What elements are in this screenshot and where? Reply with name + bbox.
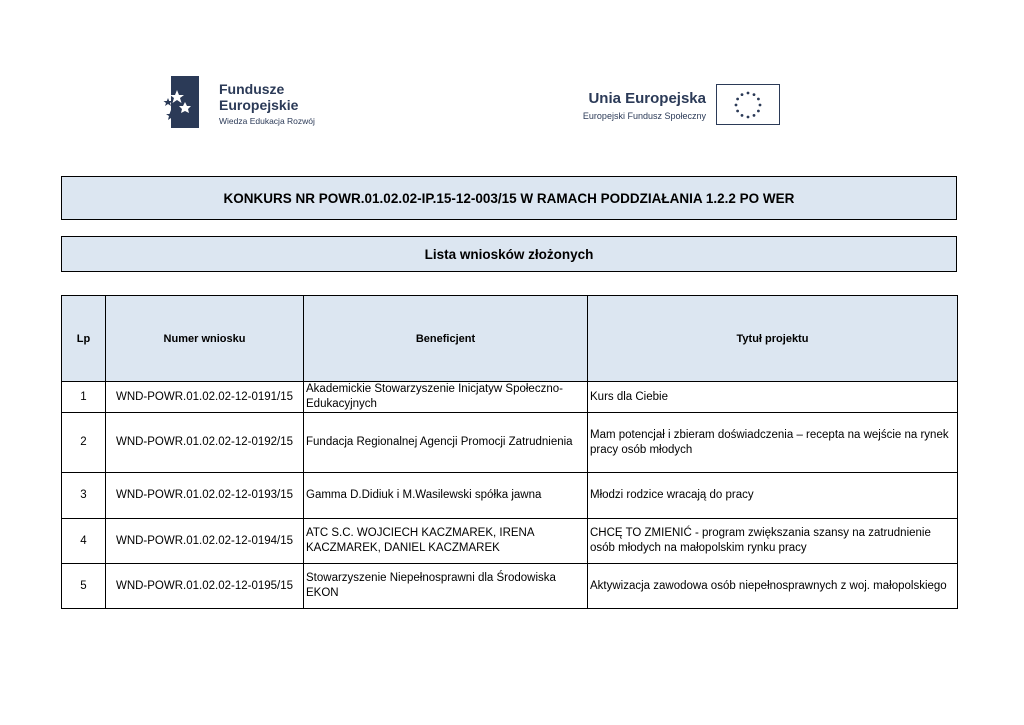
- cell-lp: 1: [62, 382, 106, 413]
- column-header-numer: Numer wniosku: [106, 296, 304, 382]
- cell-lp: 5: [62, 564, 106, 609]
- table-row: [62, 564, 958, 609]
- cell-beneficjent: Gamma D.Didiuk i M.Wasilewski spółka jawna: [304, 473, 588, 519]
- applications-table: [61, 295, 958, 609]
- cell-numer: WND-POWR.01.02.02-12-0192/15: [106, 413, 304, 473]
- cell-numer: WND-POWR.01.02.02-12-0193/15: [106, 473, 304, 519]
- fe-logo-line1: Fundusze: [219, 81, 285, 97]
- eu-stars-icon: [717, 85, 779, 124]
- table-row: [62, 473, 958, 519]
- cell-numer: WND-POWR.01.02.02-12-0194/15: [106, 519, 304, 564]
- cell-tytul: Kurs dla Ciebie: [588, 382, 958, 413]
- ue-logo-line2: Europejski Fundusz Społeczny: [582, 111, 706, 121]
- column-header-beneficjent: Beneficjent: [304, 296, 588, 382]
- cell-tytul: Mam potencjał i zbieram doświadczenia – recepta na wejście na rynek pracy osób młodych: [588, 413, 958, 473]
- fundusze-europejskie-logo: [163, 76, 333, 130]
- cell-beneficjent: Akademickie Stowarzyszenie Inicjatyw Społeczno-Edukacyjnych: [304, 382, 588, 413]
- cell-beneficjent: Fundacja Regionalnej Agencji Promocji Zatrudnienia: [304, 413, 588, 473]
- table-header-row: [62, 296, 958, 382]
- eu-flag-icon: [716, 84, 780, 125]
- list-subtitle: Lista wniosków złożonych: [61, 236, 957, 272]
- table-row: [62, 382, 958, 413]
- unia-europejska-logo: [568, 84, 784, 128]
- cell-beneficjent: Stowarzyszenie Niepełnosprawni dla Środowiska EKON: [304, 564, 588, 609]
- column-header-lp: Lp: [62, 296, 106, 382]
- fe-logo-line2: Europejskie: [219, 97, 299, 113]
- cell-numer: WND-POWR.01.02.02-12-0195/15: [106, 564, 304, 609]
- fe-logo-line3: Wiedza Edukacja Rozwój: [219, 116, 315, 126]
- cell-numer: WND-POWR.01.02.02-12-0191/15: [106, 382, 304, 413]
- fe-star-flag-icon: [163, 76, 199, 128]
- cell-beneficjent: ATC S.C. WOJCIECH KACZMAREK, IRENA KACZMAREK, DANIEL KACZMAREK: [304, 519, 588, 564]
- competition-title: KONKURS NR POWR.01.02.02-IP.15-12-003/15 W RAMACH PODDZIAŁANIA 1.2.2 PO WER: [61, 176, 957, 220]
- table-row: [62, 519, 958, 564]
- cell-lp: 4: [62, 519, 106, 564]
- ue-logo-line1: Unia Europejska: [588, 90, 706, 107]
- cell-tytul: Młodzi rodzice wracają do pracy: [588, 473, 958, 519]
- table-row: [62, 413, 958, 473]
- cell-lp: 2: [62, 413, 106, 473]
- cell-lp: 3: [62, 473, 106, 519]
- cell-tytul: CHCĘ TO ZMIENIĆ - program zwiększania szansy na zatrudnienie osób młodych na małopolskim rynku pracy: [588, 519, 958, 564]
- cell-tytul: Aktywizacja zawodowa osób niepełnosprawnych z woj. małopolskiego: [588, 564, 958, 609]
- column-header-tytul: Tytuł projektu: [588, 296, 958, 382]
